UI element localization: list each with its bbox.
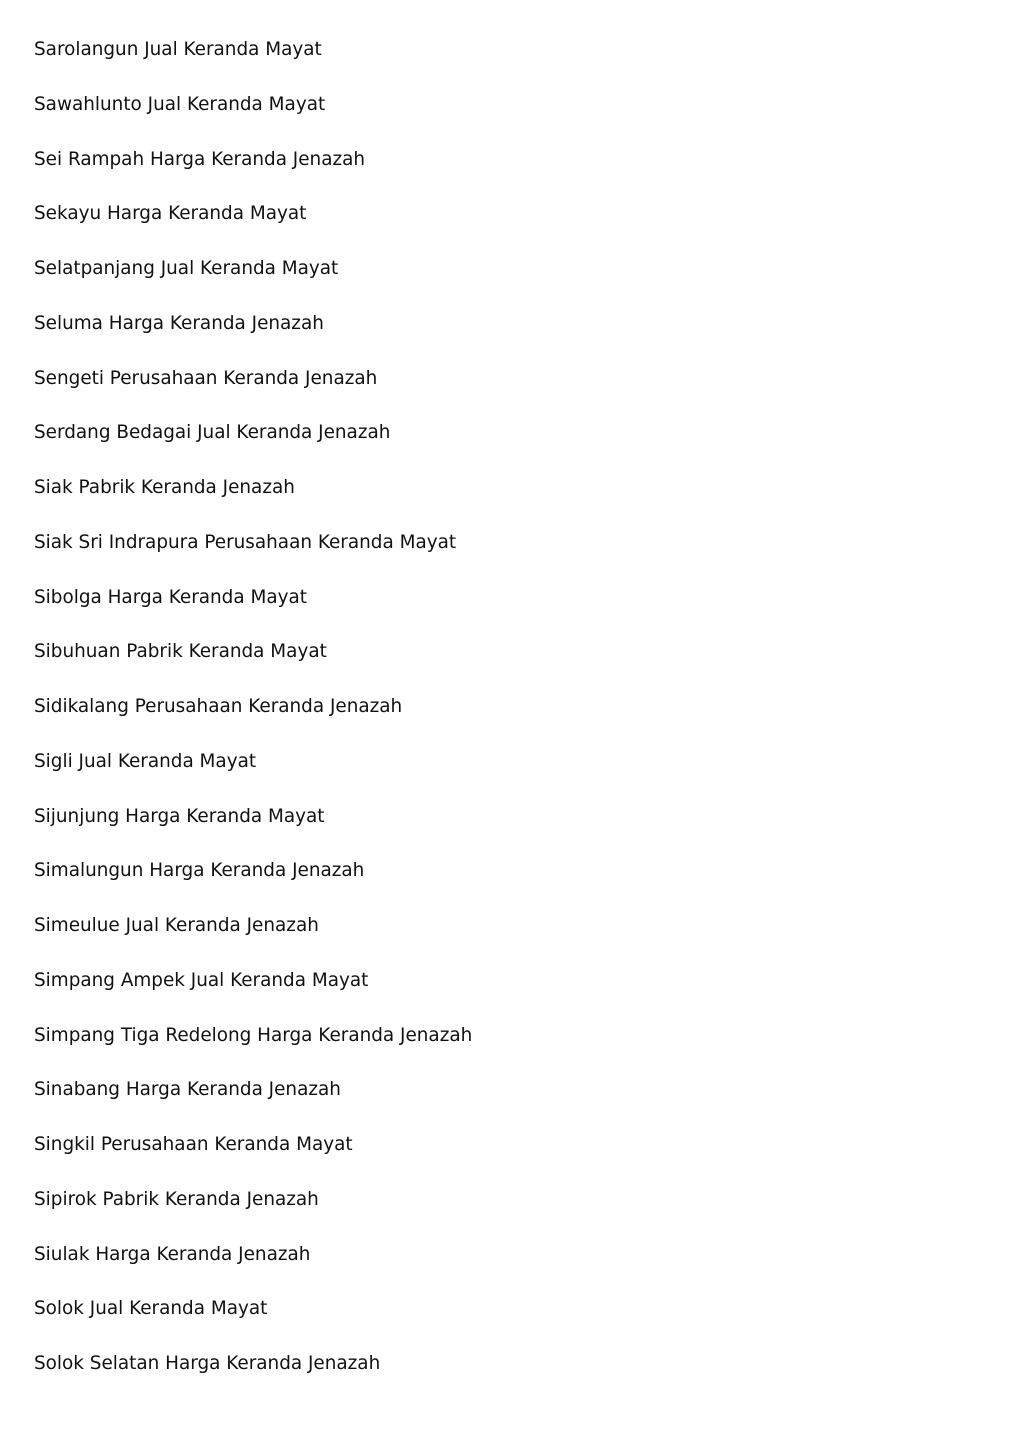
- list-item: Serdang Bedagai Jual Keranda Jenazah: [34, 422, 391, 444]
- list-item: Seluma Harga Keranda Jenazah: [34, 312, 324, 334]
- list-item: Siulak Harga Keranda Jenazah: [34, 1243, 311, 1265]
- list-item: Sinabang Harga Keranda Jenazah: [34, 1079, 341, 1101]
- list-item: Sibolga Harga Keranda Mayat: [34, 586, 307, 608]
- list-item: Sekayu Harga Keranda Mayat: [34, 203, 307, 225]
- list-item: Sei Rampah Harga Keranda Jenazah: [34, 148, 366, 170]
- location-list: [34, 36, 994, 1405]
- list-item: Sarolangun Jual Keranda Mayat: [34, 39, 322, 60]
- list-item: Siak Sri Indrapura Perusahaan Keranda Mayat: [34, 531, 457, 553]
- list-item: Sigli Jual Keranda Mayat: [34, 750, 257, 772]
- list-item: Siak Pabrik Keranda Jenazah: [34, 477, 295, 498]
- list-item: Sawahlunto Jual Keranda Mayat: [34, 93, 326, 115]
- list-item: Sidikalang Perusahaan Keranda Jenazah: [34, 696, 403, 717]
- list-item: Sibuhuan Pabrik Keranda Mayat: [34, 641, 327, 663]
- list-item: Simpang Tiga Redelong Harga Keranda Jenazah: [34, 1024, 473, 1046]
- list-item: Selatpanjang Jual Keranda Mayat: [34, 258, 339, 279]
- list-item: Sipirok Pabrik Keranda Jenazah: [34, 1188, 319, 1210]
- list-item: Singkil Perusahaan Keranda Mayat: [34, 1134, 353, 1155]
- list-item: Simalungun Harga Keranda Jenazah: [34, 860, 365, 882]
- document-page: [34, 36, 994, 1405]
- list-item: Sengeti Perusahaan Keranda Jenazah: [34, 367, 378, 389]
- list-item: Simeulue Jual Keranda Jenazah: [34, 915, 319, 936]
- list-item: Simpang Ampek Jual Keranda Mayat: [34, 969, 369, 991]
- list-item: Sijunjung Harga Keranda Mayat: [34, 805, 325, 827]
- list-item: Solok Selatan Harga Keranda Jenazah: [34, 1353, 381, 1374]
- list-item: Solok Jual Keranda Mayat: [34, 1298, 268, 1320]
